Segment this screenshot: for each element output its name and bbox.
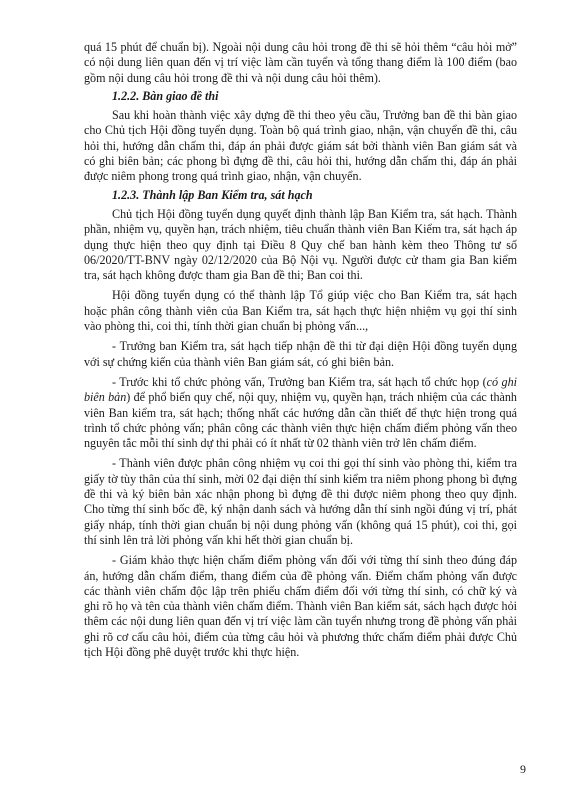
section-heading-1-2-2: 1.2.2. Bàn giao đề thi: [112, 89, 219, 104]
meeting-text-start: - Trước khi tổ chức phỏng vấn, Trưởng ban Kiểm tra, sát hạch tổ chức họp (: [112, 374, 487, 389]
paragraph-pre-interview-meeting: [84, 375, 517, 451]
document-page: [84, 40, 517, 660]
paragraph-receive-exam: - Trưởng ban Kiểm tra, sát hạch tiếp nhận đề thi từ đại diện Hội đồng tuyển dụng với sự chứng kiến của thành viên Ban giám sát, có ghi biên bản.: [84, 339, 517, 369]
paragraph-support-team: Hội đồng tuyển dụng có thể thành lập Tổ giúp việc cho Ban Kiểm tra, sát hạch hoặc phân công thành viên của Ban Kiểm tra, sát hạch thực hiện nhiệm vụ gọi thí sinh vào phòng thi, coi thi, tính thời gian chuẩn bị phỏng vấn...,: [84, 288, 517, 334]
meeting-text-end: ) để phổ biến quy chế, nội quy, nhiệm vụ, quyền hạn, trách nhiệm của các thành viên Ban kiểm tra, sát hạch; thống nhất các hướng dẫn cần thiết để thực hiện trong quá trình tổ chức phỏng vấn; phân công các thành viên thực hiện chấm điểm phỏng vấn theo nguyên tắc mỗi thí sinh dự thi phải có ít nhất từ 02 thành viên trở lên chấm điểm.: [84, 390, 517, 451]
paragraph-grading: - Giám khảo thực hiện chấm điểm phỏng vấn đối với từng thí sinh theo đúng đáp án, hướng dẫn chấm điểm, thang điểm của đề phỏng vấn. Điểm chấm phỏng vấn được các thành viên chấm độc lập trên phiếu chấm điểm đối với từng thí sinh, có chữ ký và ghi rõ họ và tên của thành viên chấm điểm. Thành viên Ban kiểm sát, sách hạch được hỏi thêm các nội dung liên quan đến vị trí việc làm cần tuyển nhưng trong đề phỏng vấn phải ghi rõ cơ cấu câu hỏi, điểm của từng câu hỏi và phương thức chấm điểm phải được Chủ tịch Hội đồng phê duyệt trước khi thực hiện.: [84, 553, 517, 659]
section-heading-1-2-3: 1.2.3. Thành lập Ban Kiểm tra, sát hạch: [112, 188, 313, 203]
meeting-text-emphasis: có ghi biên bản: [84, 374, 517, 405]
paragraph-invigilation: - Thành viên được phân công nhiệm vụ coi thi gọi thí sinh vào phòng thi, kiểm tra giấy tờ tùy thân của thí sinh, mời 02 đại diện thí sinh kiểm tra niêm phong phong bì đựng đề thi và ký biên bản xác nhận phong bì đựng đề thi được niêm phong theo quy định. Cho từng thí sinh bốc đề, ký nhận danh sách và hướng dẫn thí sinh ngồi đúng vị trí, phát giấy nháp, tính thời gian chuẩn bị nội dung phỏng vấn (không quá 15 phút), coi thi, gọi thí sinh lên trả lời phỏng vấn khi hết thời gian chuẩn bị.: [84, 456, 517, 547]
paragraph-handover: Sau khi hoàn thành việc xây dựng đề thi theo yêu cầu, Trưởng ban đề thi bàn giao cho Chủ tịch Hội đồng tuyển dụng. Toàn bộ quá trình giao, nhận, vận chuyển đề thi, câu hỏi thi, hướng dẫn chấm thi, đáp án phải được giám sát bởi thành viên Ban giám sát và có ghi biên bản; các phong bì đựng đề thi, câu hỏi thi, hướng dẫn chấm thi, đáp án phải được niêm phong trong quá trình giao, nhận, vận chuyển.: [84, 108, 517, 184]
paragraph-board-establishment: Chủ tịch Hội đồng tuyển dụng quyết định thành lập Ban Kiểm tra, sát hạch. Thành phần, nhiệm vụ, quyền hạn, trách nhiệm, tiêu chuẩn thành viên Ban Kiểm tra, sát hạch áp dụng thực hiện theo quy định tại Điều 8 Quy chế ban hành kèm theo Thông tư số 06/2020/TT-BNV ngày 02/12/2020 của Bộ Nội vụ. Người được cử tham gia Ban kiểm tra, sát hạch không được tham gia Ban đề thi; Ban coi thi.: [84, 206, 517, 283]
paragraph-continued: quá 15 phút để chuẩn bị). Ngoài nội dung câu hỏi trong đề thi sẽ hỏi thêm “câu hỏi mở” có nội dung liên quan đến vị trí việc làm cần tuyển và tổng thang điểm là 100 điểm (bao gồm nội dung câu hỏi trong đề thi và nội dung câu hỏi thêm).: [84, 40, 517, 85]
page-number: 9: [520, 762, 526, 776]
